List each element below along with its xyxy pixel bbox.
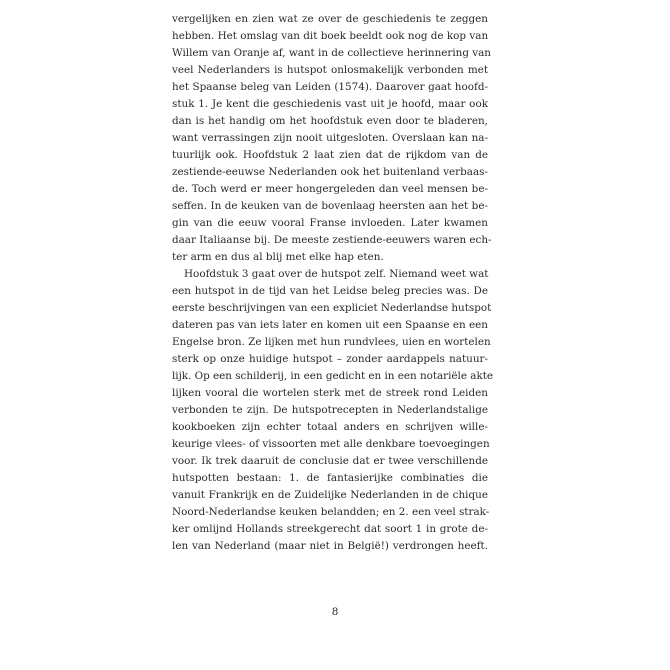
paragraph-1: [172, 11, 492, 266]
text-line: keurige vlees- of vissoorten met alle denkbare toevoegingen: [172, 438, 490, 450]
text-line: de. Toch werd er meer hongergeleden dan veel mensen be-: [172, 183, 488, 195]
text-line: zestiende-eeuwse Nederlanden ook het buitenland verbaas-: [172, 166, 488, 178]
paragraph-2: [172, 266, 493, 555]
text-line: gin van die eeuw vooral Franse invloeden. Later kwamen: [172, 217, 488, 229]
text-line: Willem van Oranje af, want in de collectieve herinnering van: [172, 47, 491, 59]
text-line: vergelijken en zien wat ze over de geschiedenis te zeggen: [172, 13, 488, 25]
text-line: hutspotten bestaan: 1. de fantasierijke combinaties die: [172, 472, 488, 484]
body-text: [172, 11, 493, 555]
text-line: dateren pas van iets later en komen uit een Spaanse en een: [172, 319, 488, 331]
text-line: daar Italiaanse bij. De meeste zestiende-eeuwers waren ech-: [172, 234, 492, 246]
text-line: eerste beschrijvingen van een expliciet Nederlandse hutspot: [172, 302, 492, 314]
text-line: stuk 1. Je kent die geschiedenis vast uit je hoofd, maar ook: [172, 98, 488, 110]
text-line: lijken vooral die wortelen sterk met de streek rond Leiden: [172, 387, 488, 399]
text-line: kookboeken zijn echter totaal anders en schrijven wille-: [172, 421, 488, 433]
text-line: ter arm en dus al blij met elke hap eten.: [172, 251, 384, 263]
text-line: het Spaanse beleg van Leiden (1574). Daarover gaat hoofd-: [172, 81, 488, 93]
text-line: veel Nederlanders is hutspot onlosmakelijk verbonden met: [172, 64, 488, 76]
text-line: Hoofdstuk 3 gaat over de hutspot zelf. Niemand weet wat: [184, 268, 489, 280]
text-line: lijk. Op een schilderij, in een gedicht en in een notariële akte: [172, 370, 493, 382]
text-line: verbonden te zijn. De hutspotrecepten in Nederlandstalige: [172, 404, 488, 416]
text-line: ker omlijnd Hollands streekgerecht dat soort 1 in grote de-: [172, 523, 488, 535]
page-number: 8: [331, 606, 339, 618]
text-line: vanuit Frankrijk en de Zuidelijke Nederlanden in de chique: [172, 489, 488, 501]
text-line: seffen. In de keuken van de bovenlaag heersten aan het be-: [172, 200, 488, 212]
text-line: hebben. Het omslag van dit boek beeldt ook nog de kop van: [172, 30, 489, 42]
text-line: len van Nederland (maar niet in België!) verdrongen heeft.: [172, 540, 488, 552]
text-line: een hutspot in de tijd van het Leidse beleg precies was. De: [172, 285, 488, 297]
text-line: want verrassingen zijn nooit uitgesloten. Overslaan kan na-: [172, 132, 488, 144]
text-line: dan is het handig om het hoofdstuk even door te bladeren,: [172, 115, 488, 127]
text-line: Noord-Nederlandse keuken belandden; en 2. een veel strak-: [172, 506, 490, 518]
text-line: sterk op onze huidige hutspot – zonder aardappels natuur-: [172, 353, 488, 365]
text-line: voor. Ik trek daaruit de conclusie dat er twee verschillende: [172, 455, 488, 467]
text-line: Engelse bron. Ze lijken met hun rundvlees, uien en wortelen: [172, 336, 491, 348]
text-line: tuurlijk ook. Hoofdstuk 2 laat zien dat de rijkdom van de: [172, 149, 488, 161]
